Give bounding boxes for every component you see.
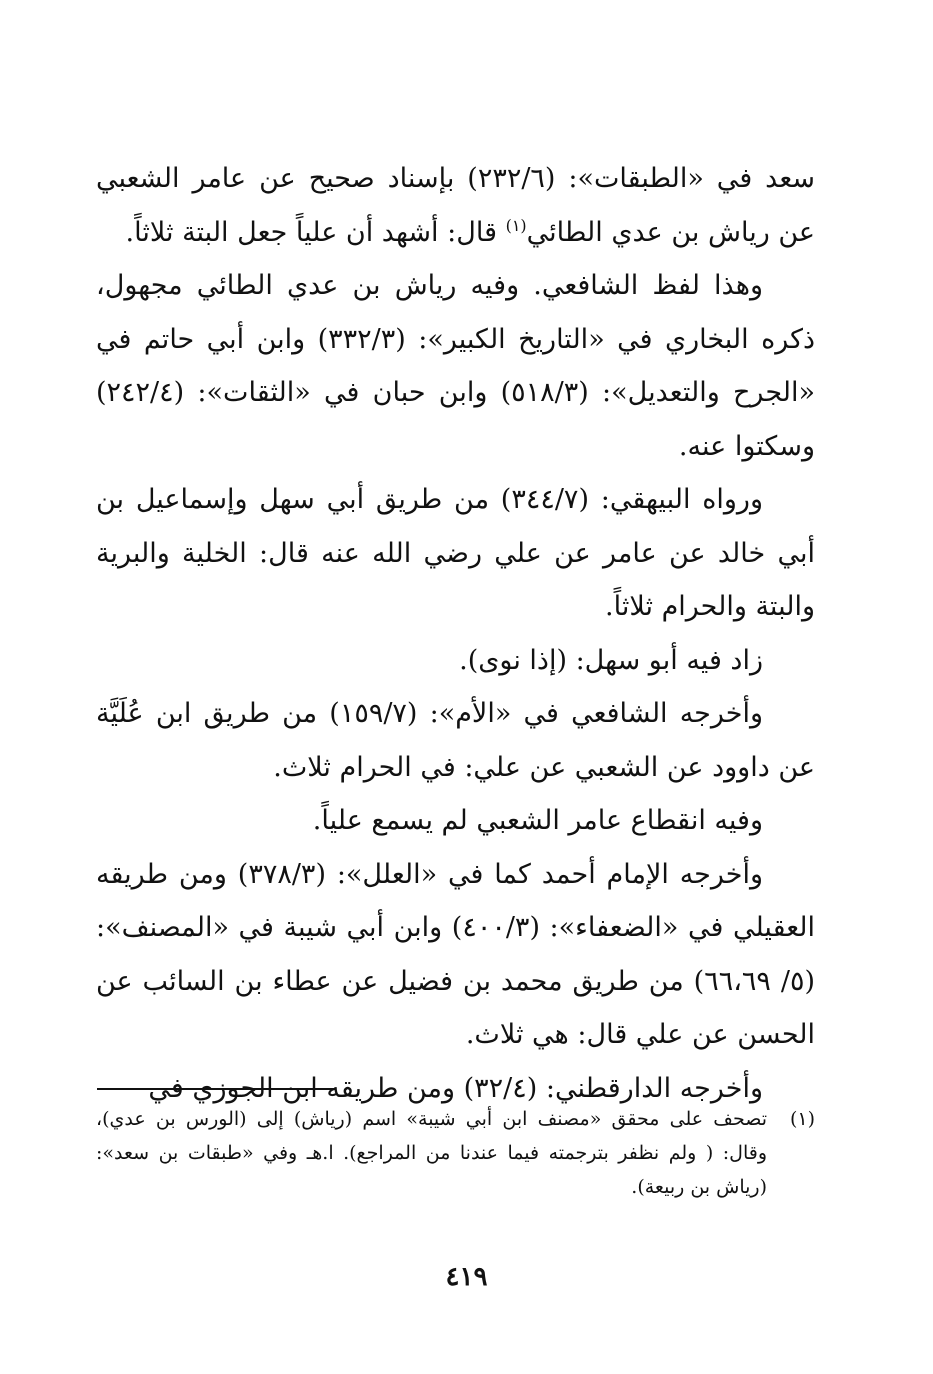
footnote-divider xyxy=(97,1088,335,1090)
paragraph-2: وهذا لفظ الشافعي. وفيه رياش بن عدي الطائي مجهول، ذكره البخاري في «التاريخ الكبير»: (٣٣٢/٣) وابن أبي حاتم في «الجرح والتعديل»: (٥١٨/٣) وابن حبان في «الثقات»: (٢٤٢/٤) وسكتوا عنه. xyxy=(96,270,816,462)
footnote-reference: (١) xyxy=(505,215,527,235)
main-text xyxy=(96,152,815,1115)
paragraph-1-text-after: قال: أشهد أن علياً جعل البتة ثلاثاً. xyxy=(125,216,506,248)
paragraph-5: وأخرجه الشافعي في «الأم»: (١٥٩/٧) من طريق ابن عُلَيَّة عن داوود عن الشعبي عن علي: في الحرام ثلاث. xyxy=(96,698,815,783)
page-number: ٤١٩ xyxy=(445,1262,488,1292)
paragraph-6: وفيه انقطاع عامر الشعبي لم يسمع علياً. xyxy=(312,805,763,836)
footnote-1 xyxy=(96,1102,815,1204)
paragraph-3: ورواه البيهقي: (٣٤٤/٧) من طريق أبي سهل وإسماعيل بن أبي خالد عن عامر عن علي رضي الله عنه قال: الخلية والبرية والبتة والحرام ثلاثاً. xyxy=(96,484,815,622)
paragraph-1-text: سعد في «الطبقات»: (٢٣٢/٦) بإسناد صحيح عن عامر الشعبي عن رياش بن عدي الطائي xyxy=(96,163,815,248)
paragraph-4: زاد فيه أبو سهل: (إذا نوى). xyxy=(459,644,763,676)
footnotes-section xyxy=(96,1102,815,1204)
paragraph-8: وأخرجه الدارقطني: (٣٢/٤) ومن طريقه ابن الجوزي في xyxy=(148,1072,763,1104)
footnote-number: (١) xyxy=(789,1108,815,1130)
paragraph-1 xyxy=(96,152,815,259)
footnote-text: تصحف على محقق «مصنف ابن أبي شيبة» اسم (رياش) إلى (الورس بن عدي)، وقال: ( ولم نظفر بترجمته فيما عندنا من المراجع). ا.هـ وفي «طبقات بن سعد»: (رياش بن ربيعة). xyxy=(96,1108,767,1198)
paragraph-7: وأخرجه الإمام أحمد كما في «العلل»: (٣٧٨/٣) ومن طريقه العقيلي في «الضعفاء»: (٤٠٠/٣) وابن أبي شيبة في «المصنف»: (٥/ ٦٦،٦٩) من طريق محمد بن فضيل عن عطاء بن السائب عن الحسن عن علي قال: هي ثلاث. xyxy=(96,858,815,1050)
